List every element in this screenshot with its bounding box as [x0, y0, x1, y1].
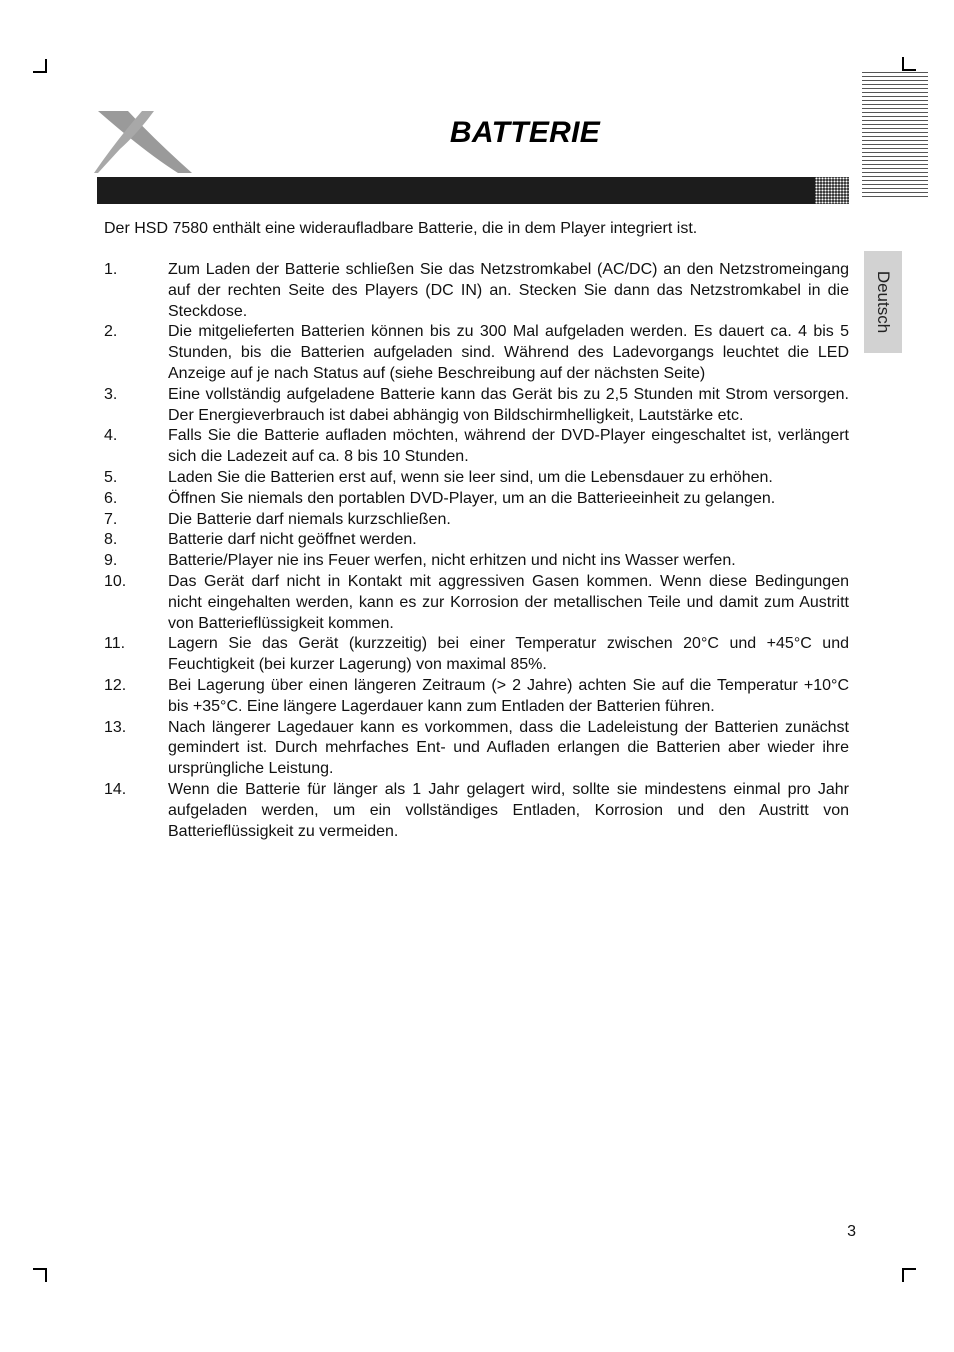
list-item-number: 2. [104, 323, 118, 341]
list-item-text: Laden Sie die Batterien erst auf, wenn sie leer sind, um die Lebensdauer zu erhöhen. [168, 468, 773, 486]
list-item [104, 530, 849, 551]
list-item-text: Das Gerät darf nicht in Kontakt mit aggressiven Gasen kommen. Wenn diese Bedingungen nicht eingehalten werden, kann es zur Korrosion der metallischen Teile und damit zum Austritt von Batterieflüssigkeit kommen. [168, 572, 849, 632]
list-item-text: Nach längerer Lagedauer kann es vorkommen, dass die Ladeleistung der Batterien zunächst gemindert ist. Durch mehrfaches Ent- und Aufladen erlangen die Batterien aber wieder ihre ursprüngliche Leistung. [168, 718, 849, 778]
list-item-text: Die Batterie darf niemals kurzschließen. [168, 510, 451, 528]
page-title: BATTERIE [449, 116, 601, 149]
list-item-number: 12. [104, 676, 127, 694]
list-item [104, 780, 849, 842]
header-bar-dot-pattern [815, 177, 849, 204]
list-item-text: Öffnen Sie niemals den portablen DVD-Player, um an die Batterieeinheit zu gelangen. [168, 489, 776, 507]
list-item-number: 11. [104, 635, 126, 653]
list-item-text: Zum Laden der Batterie schließen Sie das Netzstromkabel (AC/DC) an den Netzstromeingang auf der rechten Seite des Players (DC IN) an. Stecken Sie dann das Netzstromkabel in die Steckdose. [168, 261, 849, 320]
list-item-text: Falls Sie die Batterie aufladen möchten, während der DVD-Player eingeschaltet ist, verlängert sich die Ladezeit auf ca. 8 bis 10 Stunden. [168, 427, 849, 466]
crop-mark-top-left [33, 59, 47, 73]
crop-mark-bottom-right [902, 1268, 916, 1282]
list-item [104, 322, 849, 384]
list-item-number: 14. [104, 780, 127, 798]
list-item-number: 4. [104, 427, 118, 445]
list-item-number: 1. [104, 261, 118, 278]
list-item-text: Lagern Sie das Gerät (kurzzeitig) bei einer Temperatur zwischen 20°C und +45°C und Feuchtigkeit (bei kurzer Lagerung) von maximal 85%. [168, 635, 849, 674]
list-item-number: 7. [104, 510, 118, 528]
list-item [104, 634, 849, 676]
list-item [104, 551, 849, 572]
list-item [104, 468, 849, 489]
crop-mark-bottom-left [33, 1268, 47, 1282]
list-item [104, 260, 849, 322]
list-item [104, 385, 849, 427]
list-item-text: Die mitgelieferten Batterien können bis zu 300 Mal aufgeladen werden. Es dauert ca. 4 bis 5 Stunden, bis die Batterien aufgeladen sind. Während des Ladevorgangs leuchtet die LED Anzeige auf je nach Status auf (siehe Beschreibung auf der nächsten Seite) [168, 323, 849, 382]
list-item-text: Batterie darf nicht geöffnet werden. [168, 531, 417, 549]
page-number: 3 [847, 1223, 856, 1240]
list-item-text: Bei Lagerung über einen längeren Zeitraum (> 2 Jahre) achten Sie auf die Temperatur +10°C bis +35°C. Eine längere Lagerdauer kann zum Entladen der Batterien führen. [168, 676, 849, 715]
crop-mark-top-right [902, 57, 916, 71]
list-item-number: 3. [104, 385, 118, 403]
list-item [104, 676, 849, 718]
list-item [104, 426, 849, 468]
list-item-number: 5. [104, 468, 118, 486]
language-tab [864, 251, 902, 353]
header-bar [97, 177, 849, 204]
x-logo-icon [94, 107, 194, 177]
list-item [104, 489, 849, 510]
list-item [104, 510, 849, 531]
instruction-list [104, 260, 849, 842]
intro-paragraph: Der HSD 7580 enthält eine wideraufladbare Batterie, die in dem Player integriert ist. [104, 220, 698, 237]
list-item-number: 10. [104, 572, 127, 590]
list-item-text: Batterie/Player nie ins Feuer werfen, nicht erhitzen und nicht ins Wasser werfen. [168, 552, 736, 570]
list-item-text: Wenn die Batterie für länger als 1 Jahr gelagert wird, sollte sie mindestens einmal pro Jahr aufgeladen werden, um ein vollständiges Entladen, Korrosion und den Austritt von Batterieflüssigkeit zu vermeiden. [168, 780, 849, 840]
list-item [104, 718, 849, 780]
list-item-number: 6. [104, 489, 118, 507]
language-tab-label: Deutsch [874, 270, 893, 334]
list-item-number: 9. [104, 552, 118, 570]
list-item-number: 8. [104, 531, 118, 549]
list-item-number: 13. [104, 718, 127, 736]
list-item-text: Eine vollständig aufgeladene Batterie kann das Gerät bis zu 2,5 Stunden mit Strom versorgen. Der Energieverbrauch ist dabei abhängig von Bildschirmhelligkeit, Lautstärke etc. [168, 385, 849, 424]
list-item [104, 572, 849, 634]
decorative-stripes [862, 72, 928, 198]
